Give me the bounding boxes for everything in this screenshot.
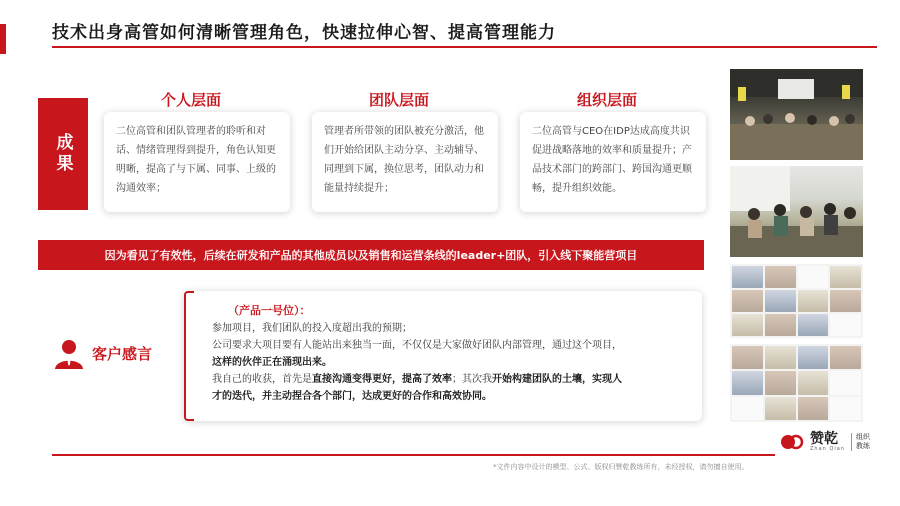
level-body-personal: 二位高管和团队管理者的聆听和对话、情绪管理得到提升，角色认知更明晰，提高了与下属、同事、上级的沟通效率； <box>116 126 276 194</box>
workshop-photo-1 <box>730 69 863 160</box>
logo-pinyin: Zhan Qian <box>810 446 845 452</box>
level-title-team: 团队层面 <box>368 91 429 109</box>
followup-banner: 因为看见了有效性，后续在研发和产品的其他成员以及销售和运营条线的leader+团队，引入线下聚能营项目 <box>38 240 704 270</box>
level-card-team <box>312 112 498 212</box>
level-body-org: 二位高管与CEO在IDP达成高度共识促进战略落地的效率和质量提升；产品技术部门的跨部门、跨国沟通更顺畅，提升组织效能。 <box>532 126 692 194</box>
level-body-team: 管理者所带领的团队被充分激活，他们开始给团队主动分享、主动辅导、同理到下属，换位思考，团队动力和能量持续提升； <box>324 126 484 194</box>
workshop-photo-2-art <box>730 166 863 257</box>
testimonial-line-1: 参加项目，我们团队的投入度超出我的预期； <box>212 323 412 334</box>
results-tab: 成果 <box>38 98 88 210</box>
testimonial-heading: （产品一号位）： <box>228 304 311 317</box>
testimonial-label <box>52 336 152 370</box>
brand-logo <box>780 432 870 452</box>
footer-divider <box>52 454 775 456</box>
quote-bracket <box>184 291 194 421</box>
online-session-photo-2 <box>730 344 863 422</box>
testimonial-body <box>212 320 692 405</box>
copyright-footnote: *文件内容中设计的模型、公式、版权归赞乾教练所有，未经授权，请勿擅自使用。 <box>493 463 749 471</box>
testimonial-line-5: 才的迭代，并主动捏合各个部门，达成更好的合作和高效协同。 <box>212 391 492 402</box>
testimonial-line-3: 这样的伙伴正在涌现出来。 <box>212 357 332 368</box>
testimonial-line-4: 我自己的收获，首先是直接沟通变得更好，提高了效率；其次我开始构建团队的土壤，实现人 <box>212 374 622 385</box>
accent-bar <box>0 24 6 54</box>
workshop-photo-2 <box>730 166 863 257</box>
workshop-photo-1-art <box>730 69 863 160</box>
level-card-org <box>520 112 706 212</box>
logo-tagline: 组织 教练 <box>851 433 870 451</box>
level-title-personal: 个人层面 <box>160 91 221 109</box>
logo-mark-icon <box>780 433 804 451</box>
page-title: 技术出身高管如何清晰管理角色，快速拉伸心智、提高管理能力 <box>52 23 556 43</box>
testimonial-line-2: 公司要求大项目要有人能站出来独当一面，不仅仅是大家做好团队内部管理，通过这个项目， <box>212 340 622 351</box>
level-title-org: 组织层面 <box>576 91 637 109</box>
level-card-personal <box>104 112 290 212</box>
online-session-photo-1 <box>730 264 863 338</box>
logo-name: 赞乾 <box>810 431 838 447</box>
title-divider <box>52 46 877 48</box>
person-icon <box>52 336 86 370</box>
testimonial-section-label: 客户感言 <box>92 344 153 363</box>
